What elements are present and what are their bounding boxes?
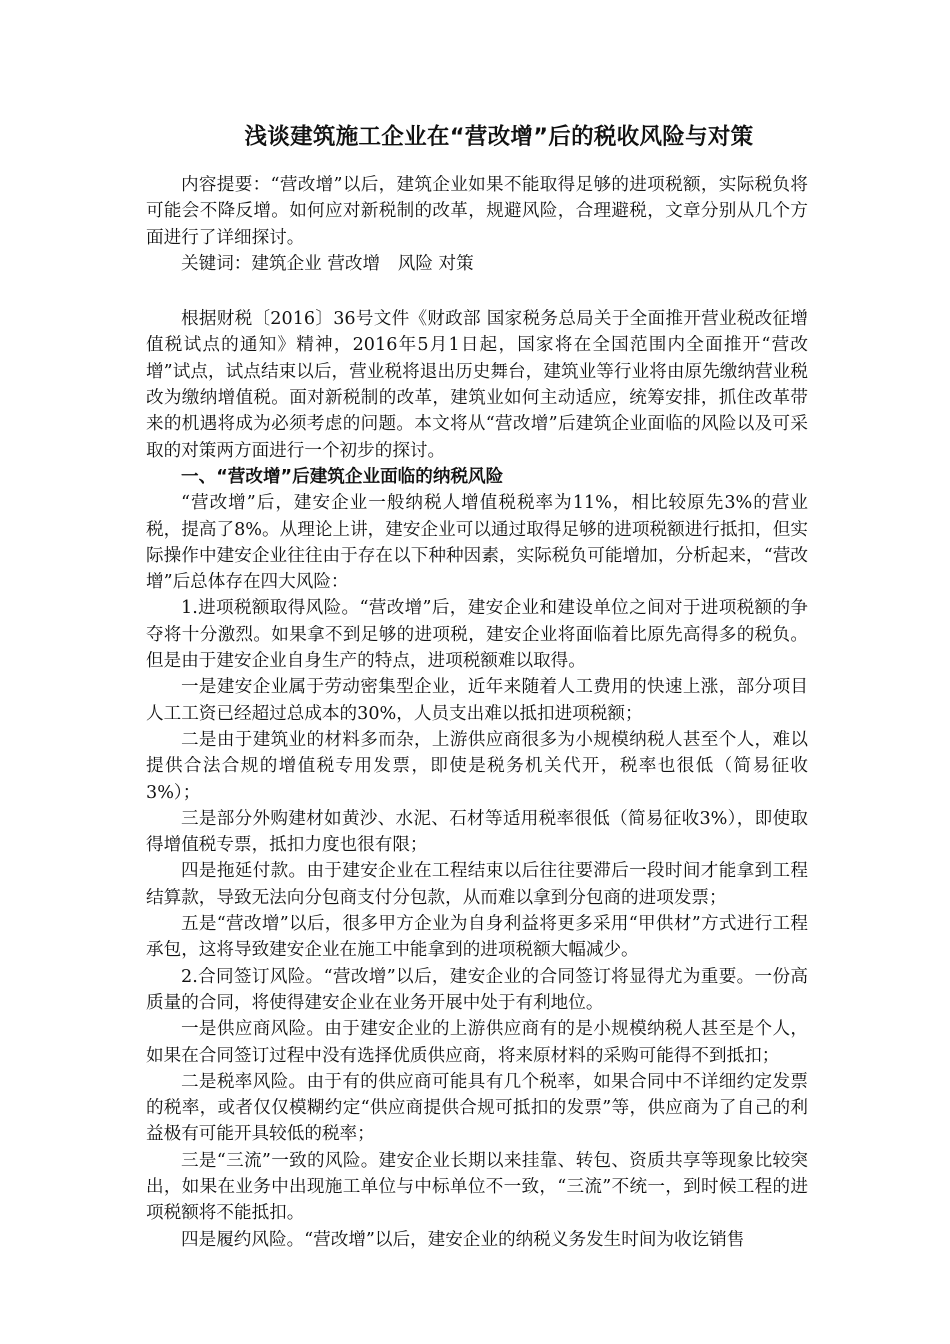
body-paragraph: 三是部分外购建材如黄沙、水泥、石材等适用税率很低（简易征收3%），即使取得增值税专票，抵扣力度也很有限； xyxy=(146,808,808,856)
document-body xyxy=(146,172,808,1253)
body-paragraph: 二是税率风险。由于有的供应商可能具有几个税率，如果合同中不详细约定发票的税率，或者仅仅模糊约定“供应商提供合规可抵扣的发票”等，供应商为了自己的利益极有可能开具较低的税率； xyxy=(146,1071,808,1145)
body-paragraph: 一是供应商风险。由于建安企业的上游供应商有的是小规模纳税人甚至是个人，如果在合同签订过程中没有选择优质供应商，将来原材料的采购可能得不到抵扣； xyxy=(146,1019,808,1066)
keywords-line: 关键词：建筑企业 营改增 风险 对策 xyxy=(181,253,474,274)
body-paragraph: “营改增”后，建安企业一般纳税人增值税税率为11%，相比较原先3%的营业税，提高了8%。从理论上讲，建安企业可以通过取得足够的进项税额进行抵扣，但实际操作中建安企业往往由于存在以下种种因素，实际税负可能增加，分析起来，“营改增”后总体存在四大风险： xyxy=(146,493,808,593)
body-paragraph: 二是由于建筑业的材料多而杂，上游供应商很多为小规模纳税人甚至个人，难以提供合法合规的增值税专用发票，即使是税务机关代开，税率也很低（简易征收3%）； xyxy=(146,729,808,803)
body-paragraph: 四是履约风险。“营改增”以后，建安企业的纳税义务发生时间为收讫销售 xyxy=(181,1229,745,1250)
intro-paragraph: 根据财税〔2016〕36号文件《财政部 国家税务总局关于全面推开营业税改征增值税试点的通知》精神，2016年5月1日起，国家将在全国范围内全面推开“营改增”试点，试点结束以后，营业税将退出历史舞台，建筑业等行业将由原先缴纳营业税改为缴纳增值税。面对新税制的改革，建筑业如何主动适应，统筹安排，抓住改革带来的机遇将成为必须考虑的问题。本文将从“营改增”后建筑企业面临的风险以及可采取的对策两方面进行一个初步的探讨。 xyxy=(146,309,808,461)
body-paragraph: 1.进项税额取得风险。“营改增”后，建安企业和建设单位之间对于进项税额的争夺将十分激烈。如果拿不到足够的进项税，建安企业将面临着比原先高得多的税负。但是由于建安企业自身生产的特点，进项税额难以取得。 xyxy=(146,598,808,672)
body-paragraph: 2.合同签订风险。“营改增”以后，建安企业的合同签订将显得尤为重要。一份高质量的合同，将使得建安企业在业务开展中处于有利地位。 xyxy=(146,966,808,1013)
section-heading: 一、“营改增”后建筑企业面临的纳税风险 xyxy=(181,466,504,487)
paragraph-gap xyxy=(146,277,808,306)
body-paragraph: 三是“三流”一致的风险。建安企业长期以来挂靠、转包、资质共享等现象比较突出，如果在业务中出现施工单位与中标单位不一致，“三流”不统一，到时候工程的进项税额将不能抵扣。 xyxy=(146,1150,808,1224)
body-paragraph: 一是建安企业属于劳动密集型企业，近年来随着人工费用的快速上涨，部分项目人工工资已经超过总成本的30%，人员支出难以抵扣进项税额； xyxy=(146,677,808,724)
body-paragraph: 五是“营改增”以后，很多甲方企业为自身利益将更多采用“甲供材”方式进行工程承包，这将导致建安企业在施工中能拿到的进项税额大幅减少。 xyxy=(146,914,808,961)
body-paragraph: 四是拖延付款。由于建安企业在工程结束以后往往要滞后一段时间才能拿到工程结算款，导致无法向分包商支付分包款，从而难以拿到分包商的进项发票； xyxy=(146,861,808,908)
document-title: 浅谈建筑施工企业在“营改增”后的税收风险与对策 xyxy=(244,124,754,150)
abstract-paragraph: 内容提要：“营改增”以后，建筑企业如果不能取得足够的进项税额，实际税负将可能会不降反增。如何应对新税制的改革，规避风险，合理避税，文章分别从几个方面进行了详细探讨。 xyxy=(146,175,808,248)
